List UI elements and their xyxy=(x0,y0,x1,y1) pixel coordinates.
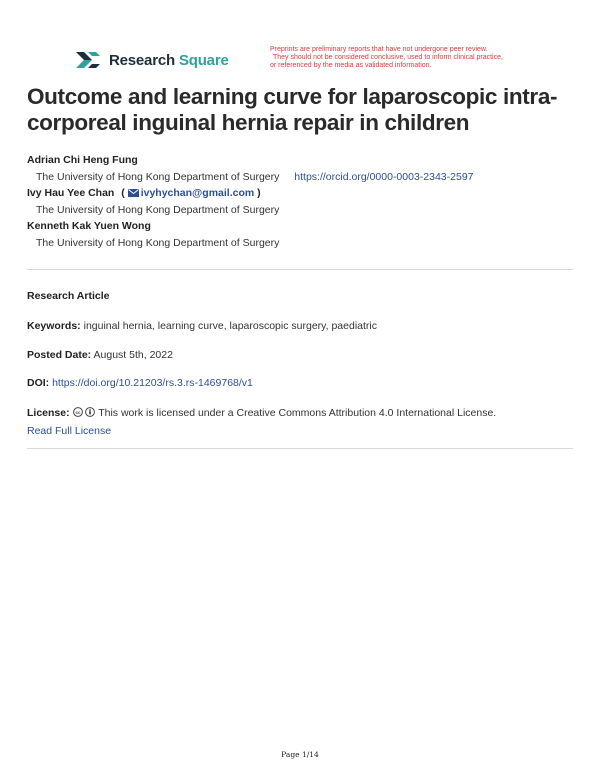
license-text: This work is licensed under a Creative Commons Attribution 4.0 International License. xyxy=(98,407,497,419)
keywords-row xyxy=(27,320,573,332)
paren-open: ( xyxy=(121,187,125,199)
research-square-logo-icon xyxy=(74,49,102,71)
divider-top xyxy=(27,269,573,270)
title-line: corporeal inguinal hernia repair in children xyxy=(27,110,470,135)
affiliation-text: The University of Hong Kong Department of Surgery xyxy=(36,237,280,249)
read-full-license-link[interactable]: Read Full License xyxy=(27,425,112,437)
disclaimer-line: Preprints are preliminary reports that have not undergone peer review. xyxy=(270,46,488,53)
author-affiliation xyxy=(27,201,577,219)
doi-label: DOI: xyxy=(27,377,50,389)
affiliation-text: The University of Hong Kong Department of Surgery xyxy=(36,171,280,183)
svg-text:cc: cc xyxy=(75,410,81,415)
author-name-text: Ivy Hau Yee Chan xyxy=(27,187,115,199)
author-name: Kenneth Kak Yuen Wong xyxy=(27,220,151,232)
cc-by-icon xyxy=(85,407,95,417)
title-line: Outcome and learning curve for laparoscopic intra- xyxy=(27,84,558,109)
author-affiliation xyxy=(27,168,577,186)
cc-icon xyxy=(73,407,83,417)
read-license-row xyxy=(27,425,573,437)
author-name: Adrian Chi Heng Fung xyxy=(27,154,138,166)
license-row xyxy=(27,407,573,419)
divider-bottom xyxy=(27,448,573,449)
mail-icon xyxy=(128,189,139,197)
author-list xyxy=(27,153,577,252)
orcid-link[interactable]: https://orcid.org/0000-0003-2343-2597 xyxy=(294,171,474,183)
page-number: Page 1/14 xyxy=(281,750,319,759)
affiliation-text: The University of Hong Kong Department of Surgery xyxy=(36,204,280,216)
author-affiliation xyxy=(27,234,577,252)
preprint-disclaimer xyxy=(270,46,540,70)
paren-close: ) xyxy=(257,187,261,199)
article-type-text: Research Article xyxy=(27,290,110,302)
email-text: ivyhychan@gmail.com xyxy=(140,187,255,199)
paper-title xyxy=(27,84,575,136)
logo-word-square: Square xyxy=(178,51,229,69)
disclaimer-line: or referenced by the media as validated information. xyxy=(270,62,432,69)
posted-date-row xyxy=(27,349,573,361)
logo-wordmark xyxy=(109,52,229,69)
article-type xyxy=(27,290,573,302)
logo-word-research: Research xyxy=(109,51,175,69)
posted-date-value: August 5th, 2022 xyxy=(93,349,173,361)
doi-link[interactable]: https://doi.org/10.21203/rs.3.rs-1469768/v1 xyxy=(52,377,253,389)
keywords-value: inguinal hernia, learning curve, laparoscopic surgery, paediatric xyxy=(83,320,377,332)
author-name-corresponding xyxy=(27,186,577,201)
email-link[interactable] xyxy=(128,187,257,199)
research-square-logo[interactable] xyxy=(74,49,229,71)
posted-date-label: Posted Date: xyxy=(27,349,92,361)
disclaimer-line: They should not be considered conclusive, used to inform clinical practice, xyxy=(273,54,503,61)
doi-row xyxy=(27,377,573,389)
keywords-label: Keywords: xyxy=(27,320,81,332)
license-label: License: xyxy=(27,407,70,419)
